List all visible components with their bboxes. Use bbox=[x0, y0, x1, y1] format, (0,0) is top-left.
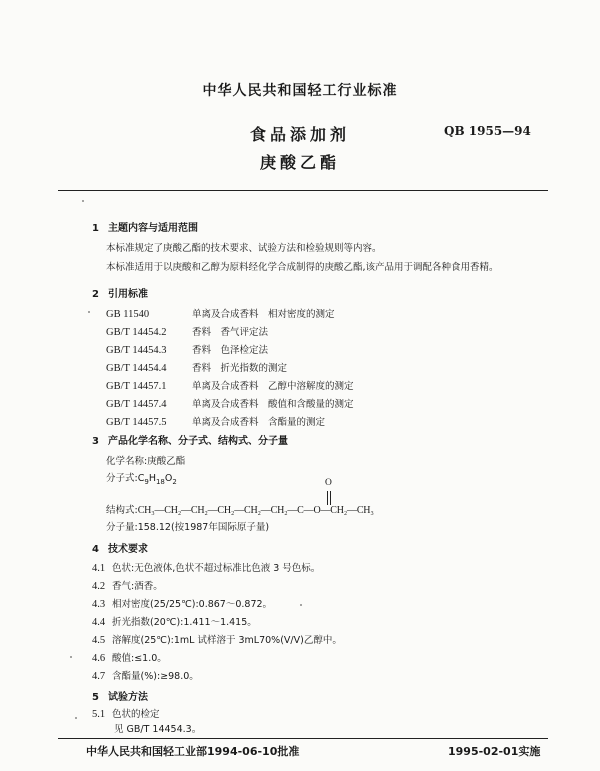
requirement-item bbox=[92, 650, 167, 664]
section-5-heading bbox=[92, 688, 148, 703]
section-2-heading bbox=[92, 285, 148, 300]
section-title: 技术要求 bbox=[108, 544, 148, 555]
section-title: 主题内容与适用范围 bbox=[108, 223, 198, 234]
reference-item bbox=[106, 306, 335, 320]
reference-item bbox=[106, 414, 325, 428]
item-text: 色状:无色液体,色状不超过标准比色液 3 号色标。 bbox=[112, 563, 321, 574]
reference-title: 单离及合成香料 乙醇中溶解度的测定 bbox=[192, 381, 354, 392]
section-3-heading bbox=[92, 432, 288, 447]
item-text: 含酯量(%):≥98.0。 bbox=[112, 671, 199, 682]
reference-title: 单离及合成香料 含酯量的测定 bbox=[192, 417, 326, 428]
formula-hydrogen: H bbox=[148, 473, 156, 484]
formula-oxygen: O bbox=[164, 473, 173, 484]
item-number: 4.6 bbox=[92, 653, 106, 664]
reference-code: GB/T 14454.2 bbox=[106, 327, 167, 338]
section-number: 1 bbox=[92, 223, 99, 234]
footer-divider bbox=[58, 738, 548, 739]
section-number: 5 bbox=[92, 692, 99, 703]
formula-hydrogen-count: 18 bbox=[155, 477, 165, 486]
reference-code: GB 11540 bbox=[106, 309, 150, 320]
title-category: 食品添加剂 bbox=[249, 125, 350, 144]
formula-carbon: C bbox=[137, 473, 145, 484]
chemical-name: 化学名称:庚酸乙酯 bbox=[106, 456, 186, 467]
item-text: 酸值:≤1.0。 bbox=[112, 653, 167, 664]
reference-title: 香料 色泽检定法 bbox=[192, 345, 269, 356]
reference-code: GB/T 14454.3 bbox=[106, 345, 167, 356]
scan-speck bbox=[75, 717, 77, 719]
formula-carbon-count: 9 bbox=[144, 477, 149, 486]
section-title: 试验方法 bbox=[108, 692, 148, 703]
formula-label: 分子式: bbox=[106, 473, 138, 484]
item-text: 折光指数(20℃):1.411～1.415。 bbox=[112, 617, 257, 628]
item-number: 4.1 bbox=[92, 563, 106, 574]
scan-speck bbox=[300, 604, 302, 606]
requirement-item bbox=[92, 632, 342, 646]
requirement-item bbox=[92, 560, 320, 574]
effective-date: 1995-02-01实施 bbox=[448, 745, 541, 758]
reference-code: GB/T 14457.1 bbox=[106, 381, 167, 392]
requirement-item bbox=[92, 614, 257, 628]
test-method-text: 见 GB/T 14454.3。 bbox=[114, 724, 202, 735]
molecular-weight: 分子量:158.12(按1987年国际原子量) bbox=[106, 522, 270, 533]
section-4-heading bbox=[92, 540, 148, 555]
molecular-formula bbox=[106, 470, 177, 486]
test-method-item bbox=[92, 706, 160, 720]
section-1-para-1: 本标准规定了庚酸乙酯的技术要求、试验方法和检验规则等内容。 bbox=[106, 243, 382, 254]
reference-title: 单离及合成香料 酸值和含酸量的测定 bbox=[192, 399, 354, 410]
reference-item bbox=[106, 324, 268, 338]
header-divider bbox=[58, 190, 548, 191]
section-title: 产品化学名称、分子式、结构式、分子量 bbox=[108, 436, 288, 447]
section-number: 3 bbox=[92, 436, 99, 447]
item-number: 4.7 bbox=[92, 671, 106, 682]
requirement-item bbox=[92, 668, 199, 682]
reference-code: GB/T 14457.5 bbox=[106, 417, 167, 428]
title-product: 庚酸乙酯 bbox=[259, 153, 340, 172]
scan-speck bbox=[70, 656, 72, 658]
reference-item bbox=[106, 342, 268, 356]
requirement-item bbox=[92, 578, 163, 592]
section-1-heading bbox=[92, 219, 198, 234]
reference-title: 香料 香气评定法 bbox=[192, 327, 269, 338]
item-number: 4.5 bbox=[92, 635, 106, 646]
reference-item bbox=[106, 360, 287, 374]
structure-label: 结构式: bbox=[106, 505, 138, 516]
reference-code: GB/T 14457.4 bbox=[106, 399, 167, 410]
scan-speck bbox=[82, 200, 84, 202]
reference-title: 单离及合成香料 相对密度的测定 bbox=[192, 309, 335, 320]
item-number: 4.2 bbox=[92, 581, 106, 592]
requirement-item bbox=[92, 596, 272, 610]
reference-title: 香料 折光指数的测定 bbox=[192, 363, 288, 374]
item-number: 5.1 bbox=[92, 709, 106, 720]
carbonyl-oxygen: O bbox=[325, 478, 332, 488]
section-number: 4 bbox=[92, 544, 99, 555]
section-title: 引用标准 bbox=[108, 289, 148, 300]
reference-item bbox=[106, 378, 354, 392]
formula-oxygen-count: 2 bbox=[172, 477, 177, 486]
item-text: 香气:酒香。 bbox=[112, 581, 163, 592]
section-1-para-2: 本标准适用于以庚酸和乙醇为原料经化学合成制得的庚酸乙酯,该产品用于调配各种食用香精。 bbox=[106, 262, 499, 273]
scan-speck bbox=[88, 311, 90, 313]
approval-statement: 中华人民共和国轻工业部1994-06-10批准 bbox=[86, 745, 300, 758]
reference-code: GB/T 14454.4 bbox=[106, 363, 167, 374]
item-text: 溶解度(25℃):1mL 试样溶于 3mL70%(V/V)乙醇中。 bbox=[112, 635, 342, 646]
item-title: 色状的检定 bbox=[112, 709, 160, 720]
standard-number: QB 1955—94 bbox=[444, 124, 531, 138]
structural-formula bbox=[106, 502, 374, 516]
item-text: 相对密度(25/25℃):0.867～0.872。 bbox=[112, 599, 273, 610]
reference-item bbox=[106, 396, 354, 410]
section-number: 2 bbox=[92, 289, 99, 300]
item-number: 4.3 bbox=[92, 599, 106, 610]
item-number: 4.4 bbox=[92, 617, 106, 628]
publisher-heading: 中华人民共和国轻工行业标准 bbox=[202, 83, 398, 99]
structure-chain: CH₃—CH₂—CH₂—CH₂—CH₂—CH₂—C—O—CH₂—CH₃ bbox=[137, 505, 374, 516]
